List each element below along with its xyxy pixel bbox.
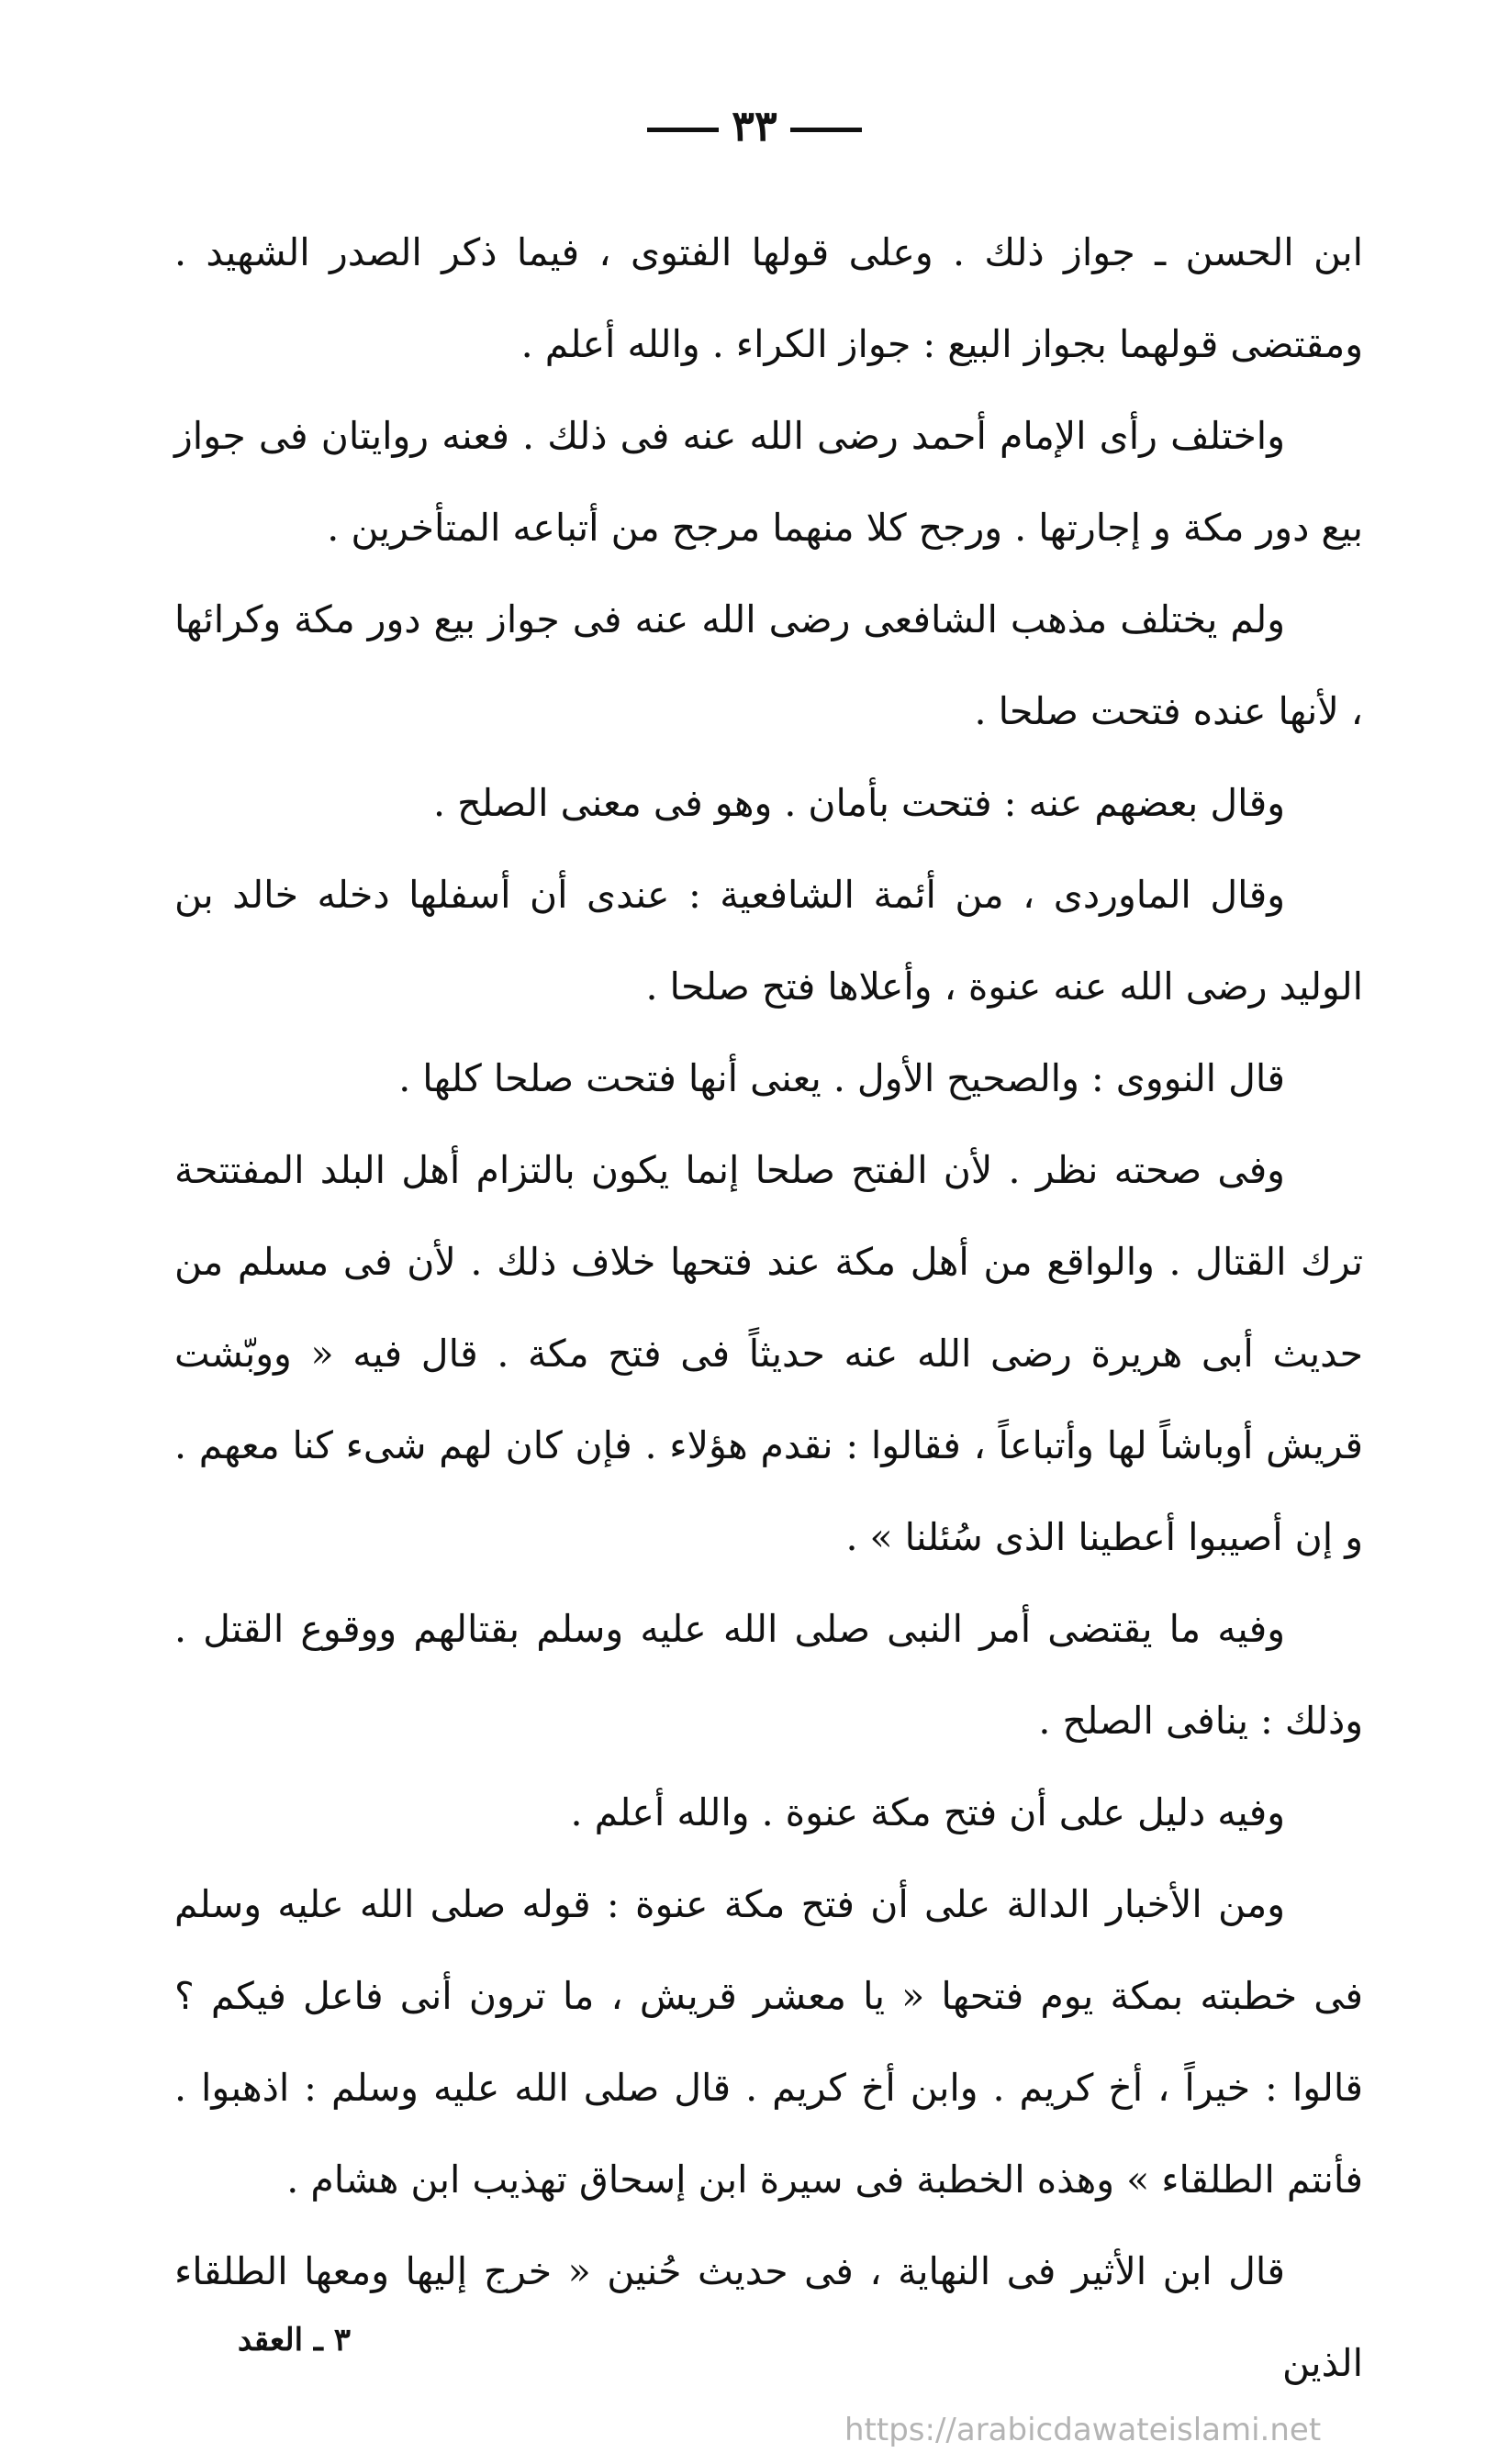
paragraph: ومن الأخبار الدالة على أن فتح مكة عنوة : قوله صلى الله عليه وسلم فى خطبته بمكة يوم فتحها « يا معشر قريش ، ما ترون أنى فاعل فيكم ؟ قالوا : خيراً ، أخ كريم . وابن أخ كريم . قال صلى الله عليه وسلم : اذهبوا . فأنتم الطلقاء » وهذه الخطبة فى سيرة ابن إسحاق تهذيب ابن هشام . xyxy=(174,1882,1363,2202)
paragraph: قال النووى : والصحيح الأول . يعنى أنها فتحت صلحا كلها . xyxy=(398,1056,1285,1100)
paragraph: ابن الحسن ـ جواز ذلك . وعلى قولها الفتوى ، فيما ذكر الصدر الشهيد . ومقتضى قولهما بجواز البيع : جواز الكراء . والله أعلم . xyxy=(174,230,1363,366)
paragraph: وقال الماوردى ، من أئمة الشافعية : عندى أن أسفلها دخله خالد بن الوليد رضى الله عنه عنوة ، وأعلاها فتح صلحا . xyxy=(174,873,1363,1009)
body-text xyxy=(174,206,1363,2409)
paragraph: وفيه دليل على أن فتح مكة عنوة . والله أعلم . xyxy=(570,1790,1285,1834)
page-number-dash-right xyxy=(790,128,862,132)
paragraph: وقال بعضهم عنه : فتحت بأمان . وهو فى معنى الصلح . xyxy=(433,781,1285,825)
paragraph: وفيه ما يقتضى أمر النبى صلى الله عليه وسلم بقتالهم ووقوع القتل . وذلك : ينافى الصلح . xyxy=(174,1607,1363,1743)
page-number-text: ٣٣ xyxy=(732,101,777,151)
paragraph: وفى صحته نظر . لأن الفتح صلحا إنما يكون بالتزام أهل البلد المفتتحة ترك القتال . والواقع من أهل مكة عند فتحها خلاف ذلك . لأن فى مسلم من حديث أبى هريرة رضى الله عنه حديثاً فى فتح مكة . قال فيه « ووبّشت قريش أوباشاً لها وأتباعاً ، فقالوا : نقدم هؤلاء . فإن كان لهم شىء كنا معهم . و إن أصيبوا أعطينا الذى سُئلنا » . xyxy=(174,1148,1363,1559)
paragraph: ولم يختلف مذهب الشافعى رضى الله عنه فى جواز بيع دور مكة وكرائها ، لأنها عنده فتحت صلحا . xyxy=(174,597,1363,733)
paragraph: واختلف رأى الإمام أحمد رضى الله عنه فى ذلك . فعنه روايتان فى جواز بيع دور مكة و إجارتها . ورجح كلا منهما مرجح من أتباعه المتأخرين . xyxy=(174,414,1363,550)
page-number-dash-left xyxy=(647,128,719,132)
watermark-url: https://arabicdawateislami.net xyxy=(844,2412,1322,2448)
page-number xyxy=(0,101,1509,151)
signature-mark: ٣ ـ العقد xyxy=(237,2322,351,2358)
paragraph: قال ابن الأثير فى النهاية ، فى حديث حُنين « خرج إليها ومعها الطلقاء الذين xyxy=(174,2249,1363,2385)
